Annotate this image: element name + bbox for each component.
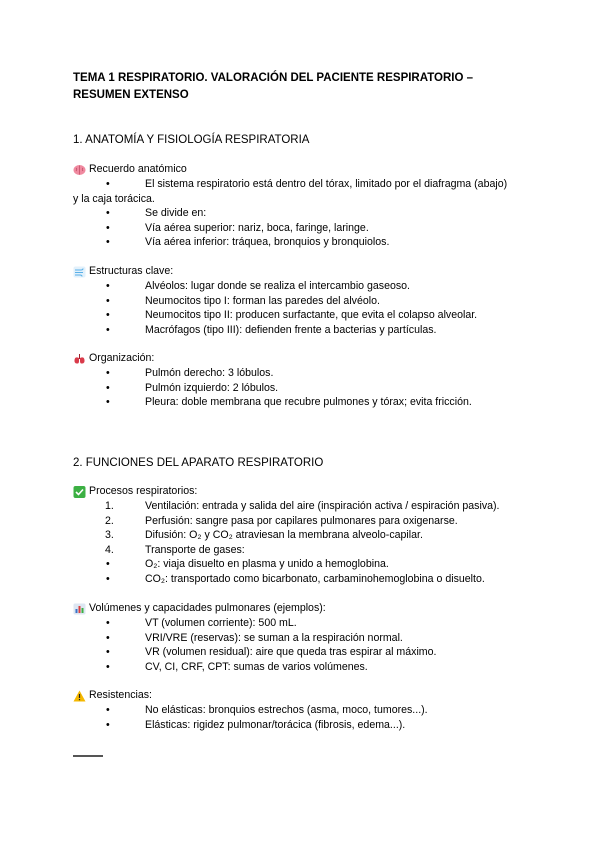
group-volumenes [73, 601, 543, 674]
lungs-icon [73, 353, 86, 365]
numbered-item: 1. Ventilación: entrada y salida del aire (inspiración activa / espiración pasiva). [105, 500, 500, 512]
group-label: Estructuras clave: [89, 265, 174, 278]
group-heading [73, 351, 543, 366]
title-line-1: TEMA 1 RESPIRATORIO. VALORACIÓN DEL PACIENTE RESPIRATORIO – [73, 72, 473, 84]
wind-icon [73, 266, 86, 278]
list-item: • Se divide en: [106, 207, 207, 220]
document-title [73, 70, 553, 104]
list-item: • El sistema respiratorio está dentro del tórax, limitado por el diafragma (abajo) [106, 178, 508, 190]
list-item: • VT (volumen corriente): 500 mL. [106, 617, 297, 629]
group-procesos-respiratorios [73, 484, 543, 587]
list-item: • VR (volumen residual): aire que queda tras espirar al máximo. [106, 646, 437, 659]
group-label: Resistencias: [89, 689, 152, 702]
warning-icon [73, 690, 86, 702]
list-item: • Macrófagos (tipo III): defienden frente a bacterias y partículas. [106, 323, 437, 336]
group-heading [73, 162, 543, 177]
group-heading [73, 484, 543, 499]
list-item: • Pulmón izquierdo: 2 lóbulos. [106, 381, 279, 394]
list-item: • VRI/VRE (reservas): se suman a la respiración normal. [106, 631, 403, 644]
list-item: • Vía aérea inferior: tráquea, bronquios y bronquiolos. [106, 236, 390, 249]
title-line-2: RESUMEN EXTENSO [73, 89, 189, 101]
check-icon [73, 486, 86, 498]
bar-chart-icon [73, 603, 86, 615]
list-item: • Vía aérea superior: nariz, boca, faringe, laringe. [106, 221, 369, 234]
group-organizacion [73, 351, 543, 410]
list-item: • Neumocitos tipo I: forman las paredes del alvéolo. [106, 294, 380, 307]
brain-icon [73, 164, 86, 176]
group-heading [73, 264, 543, 279]
list-item-continuation: y la caja torácica. [73, 192, 155, 205]
numbered-item: 4. Transporte de gases: [105, 543, 245, 556]
numbered-item: 3. Difusión: O₂ y CO₂ atraviesan la membrana alveolo-capilar. [105, 529, 423, 542]
group-heading [73, 601, 543, 616]
list-item: • Elásticas: rigidez pulmonar/torácica (fibrosis, edema...). [106, 718, 406, 731]
section-1-heading: 1. ANATOMÍA Y FISIOLOGÍA RESPIRATORIA [73, 134, 310, 146]
horizontal-divider [73, 755, 103, 757]
list-item: • Pleura: doble membrana que recubre pulmones y tórax; evita fricción. [106, 396, 472, 409]
group-estructuras-clave [73, 264, 543, 337]
list-item: • O₂: viaja disuelto en plasma y unido a hemoglobina. [106, 558, 389, 571]
bullet: • [106, 178, 110, 190]
group-label: Recuerdo anatómico [89, 163, 187, 176]
group-label: Procesos respiratorios: [89, 485, 198, 498]
list-item: • No elásticas: bronquios estrechos (asma, moco, tumores...). [106, 704, 428, 716]
list-item: • CV, CI, CRF, CPT: sumas de varios volúmenes. [106, 660, 368, 673]
group-resistencias [73, 688, 543, 732]
list-item: • Pulmón derecho: 3 lóbulos. [106, 367, 274, 379]
numbered-item: 2. Perfusión: sangre pasa por capilares pulmonares para oxigenarse. [105, 514, 458, 527]
list-item: • Alvéolos: lugar donde se realiza el intercambio gaseoso. [106, 280, 410, 292]
group-label: Organización: [89, 352, 155, 365]
group-heading [73, 688, 543, 703]
group-recuerdo-anatomico [73, 162, 543, 250]
list-item: • Neumocitos tipo II: producen surfactante, que evita el colapso alveolar. [106, 309, 478, 322]
section-2-heading: 2. FUNCIONES DEL APARATO RESPIRATORIO [73, 457, 324, 469]
group-label: Volúmenes y capacidades pulmonares (ejemplos): [89, 602, 326, 615]
list-item: • CO₂: transportado como bicarbonato, carbaminohemoglobina o disuelto. [106, 572, 485, 585]
